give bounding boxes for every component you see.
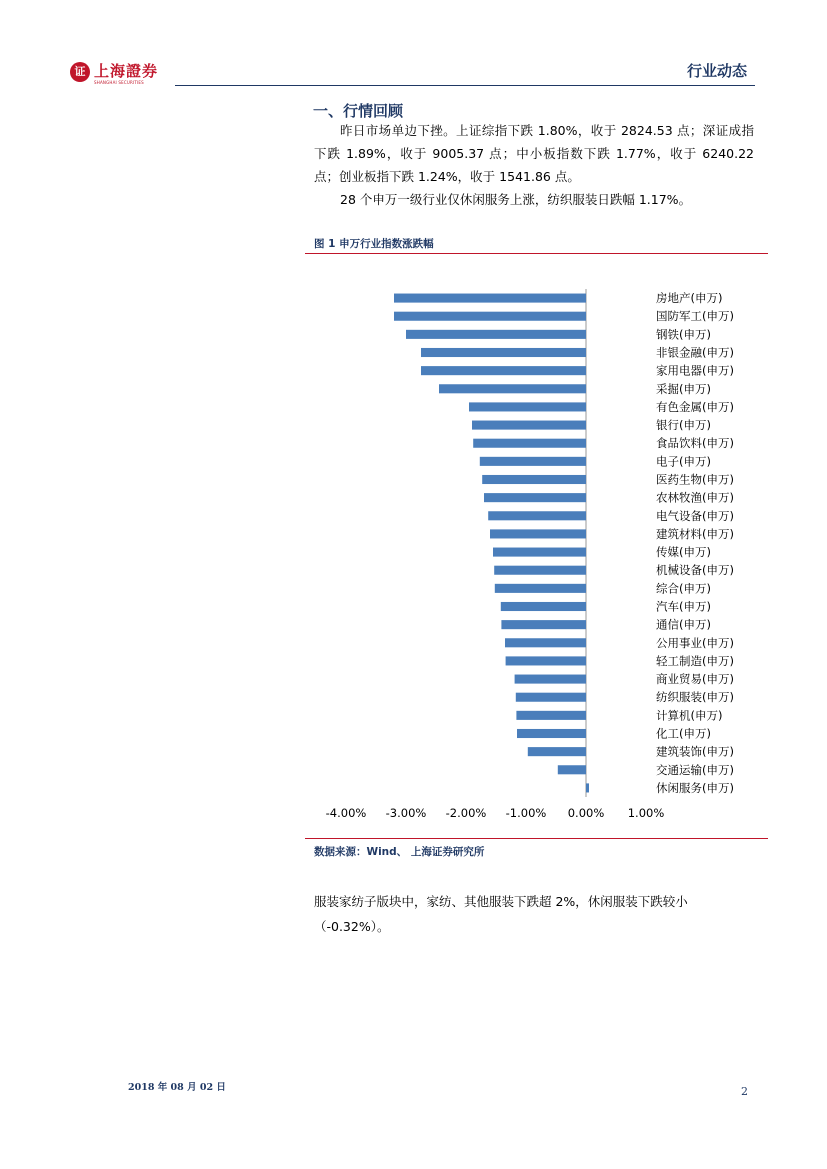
apparel-subsector-paragraph: 服装家纺子版块中，家纺、其他服装下跌超 2%，休闲服装下跌较小（-0.32%）。 — [314, 894, 688, 934]
data-source-note: 数据来源：Wind、 上海证券研究所 — [314, 846, 485, 858]
bar — [495, 584, 586, 593]
category-label: 纺织服装(申万) — [656, 690, 734, 705]
category-label: 建筑材料(申万) — [656, 526, 734, 541]
category-label: 农林牧渔(申万) — [656, 490, 734, 505]
category-label: 汽车(申万) — [656, 599, 711, 614]
x-tick-label: -4.00% — [325, 806, 367, 820]
bar — [494, 566, 586, 575]
bar — [472, 421, 586, 430]
category-label: 轻工制造(申万) — [656, 653, 734, 668]
category-label: 国防军工(申万) — [656, 309, 734, 324]
bar — [501, 620, 586, 629]
category-label: 家用电器(申万) — [656, 363, 734, 378]
category-label: 有色金属(申万) — [656, 399, 734, 414]
bar — [505, 638, 586, 647]
bar — [421, 348, 586, 357]
bar — [516, 693, 586, 702]
figure-title: 图 1 申万行业指数涨跌幅 — [314, 238, 434, 250]
category-label: 公用事业(申万) — [656, 635, 734, 650]
category-label: 传媒(申万) — [656, 545, 711, 560]
category-label: 医药生物(申万) — [656, 472, 734, 487]
bar — [558, 765, 586, 774]
bar — [394, 312, 586, 321]
figure-bottom-rule — [305, 838, 768, 839]
category-label: 采掘(申万) — [656, 381, 711, 396]
category-label: 计算机(申万) — [656, 708, 723, 723]
bar — [517, 729, 586, 738]
category-label: 商业贸易(申万) — [656, 672, 734, 687]
bar — [482, 475, 586, 484]
bar — [480, 457, 586, 466]
category-label: 钢铁(申万) — [656, 327, 711, 342]
x-tick-label: -2.00% — [445, 806, 487, 820]
x-tick-label: 0.00% — [567, 806, 605, 820]
category-label: 银行(申万) — [656, 418, 711, 433]
category-label: 通信(申万) — [656, 617, 711, 632]
bar — [394, 294, 586, 303]
x-tick-label: 1.00% — [627, 806, 665, 820]
logo-name: 上海證券 — [94, 62, 159, 80]
bar — [501, 602, 586, 611]
report-date: 2018 年 08 月 02 日 — [128, 1082, 226, 1093]
category-label: 化工(申万) — [656, 726, 711, 741]
company-logo — [70, 60, 170, 90]
bar — [406, 330, 586, 339]
report-type-label: 行业动态 — [686, 62, 747, 80]
category-label: 电子(申万) — [656, 454, 711, 469]
bar — [421, 366, 586, 375]
bar — [490, 529, 586, 538]
category-label: 建筑装饰(申万) — [656, 744, 734, 759]
bar — [469, 402, 586, 411]
x-tick-label: -1.00% — [505, 806, 547, 820]
category-label: 机械设备(申万) — [656, 563, 734, 578]
x-tick-label: -3.00% — [385, 806, 427, 820]
bar — [473, 439, 586, 448]
bar — [528, 747, 586, 756]
category-label: 电气设备(申万) — [656, 508, 734, 523]
category-label: 食品饮料(申万) — [656, 436, 734, 451]
category-label: 交通运输(申万) — [656, 762, 734, 777]
header-divider — [175, 85, 755, 86]
bar — [484, 493, 586, 502]
bar — [516, 711, 586, 720]
logo-emblem-icon: 证 — [70, 62, 90, 82]
page-number: 2 — [741, 1085, 748, 1098]
bar — [439, 384, 586, 393]
logo-subtitle: SHANGHAI SECURITIES — [94, 80, 144, 85]
market-review-paragraph: 昨日市场单边下挫。上证综指下跌 1.80%，收于 2824.53 点；深证成指下跌 1.89%，收于 9005.37 点；中小板指数下跌 1.77%，收于 6240.22 点；创业板指下跌 1.24%，收于 1541.86 点。 — [314, 123, 754, 184]
category-label: 非银金融(申万) — [656, 345, 734, 360]
bar — [488, 511, 586, 520]
category-label: 休闲服务(申万) — [656, 780, 734, 795]
industry-summary-paragraph: 28 个申万一级行业仅休闲服务上涨，纺织服装日跌幅 1.17%。 — [340, 192, 692, 207]
bar — [493, 548, 586, 557]
section-title: 一、行情回顾 — [313, 102, 404, 120]
category-label: 房地产(申万) — [656, 291, 723, 306]
figure-top-rule — [305, 253, 768, 254]
bar — [515, 675, 586, 684]
industry-change-bar-chart — [305, 256, 768, 836]
category-label: 综合(申万) — [656, 581, 711, 596]
bar — [586, 783, 589, 792]
bar — [506, 656, 586, 665]
